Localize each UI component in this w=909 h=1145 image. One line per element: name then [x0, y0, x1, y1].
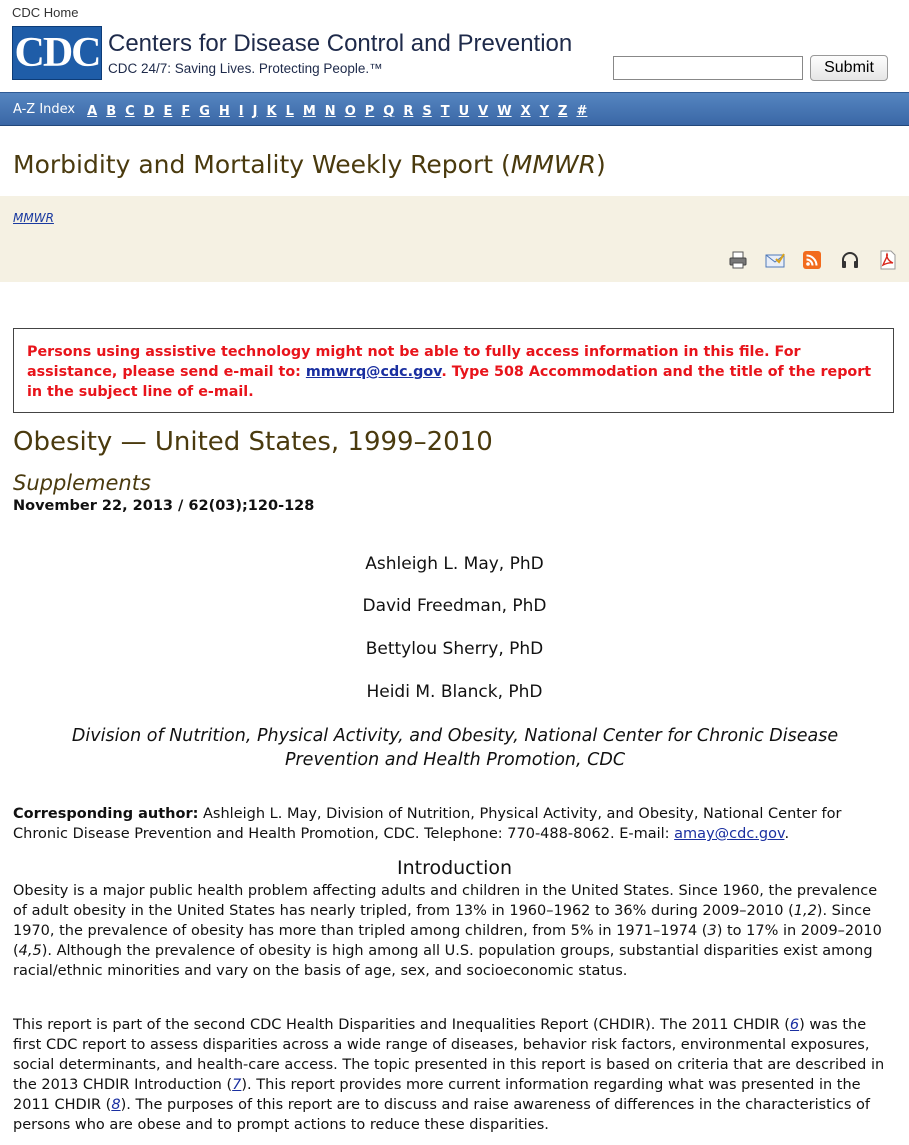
az-letter-link[interactable]: A: [87, 103, 98, 119]
az-letter-link[interactable]: V: [478, 103, 489, 119]
section-label: Supplements: [13, 471, 151, 495]
az-letter-link[interactable]: O: [344, 103, 356, 119]
reference-link[interactable]: 6: [789, 1017, 800, 1033]
az-letters: [87, 100, 596, 119]
az-letter-link[interactable]: R: [403, 103, 414, 119]
az-letter-link[interactable]: F: [181, 103, 191, 119]
author-name: Heidi M. Blanck, PhD: [366, 682, 543, 702]
author-name: Bettylou Sherry, PhD: [365, 639, 544, 659]
az-letter-link[interactable]: S: [422, 103, 432, 119]
author-name: David Freedman, PhD: [362, 596, 547, 616]
search-input[interactable]: [613, 56, 803, 80]
az-letter-link[interactable]: D: [143, 103, 155, 119]
az-letter-link[interactable]: G: [199, 103, 210, 119]
citation-ref: 1,2: [793, 903, 817, 919]
az-letter-link[interactable]: Y: [539, 103, 550, 119]
reference-link[interactable]: 7: [232, 1077, 242, 1093]
submit-button[interactable]: Submit: [810, 55, 888, 81]
az-letter-link[interactable]: X: [520, 103, 531, 119]
author-email-link[interactable]: amay@cdc.gov: [674, 826, 785, 842]
cdc-logo[interactable]: [12, 26, 102, 80]
author-name: Ashleigh L. May, PhD: [365, 554, 544, 574]
az-letter-link[interactable]: C: [125, 103, 135, 119]
az-letter-link[interactable]: N: [324, 103, 336, 119]
az-letter-link[interactable]: J: [252, 103, 258, 119]
accessibility-notice: Persons using assistive technology might not be able to fully access information in this file. For assistance, please send e-mail to: mmwrq@cdc.gov. Type 508 Accommodation and the title of the report in the subject line of e-mail.: [13, 328, 894, 413]
cdc-home-link[interactable]: CDC Home: [12, 5, 79, 20]
email-icon[interactable]: [765, 250, 785, 270]
az-letter-link[interactable]: U: [458, 103, 470, 119]
citation-ref: 3: [707, 923, 717, 939]
az-index-bar: [0, 92, 909, 126]
az-letter-link[interactable]: B: [106, 103, 117, 119]
article-title: Obesity — United States, 1999–2010: [13, 427, 493, 457]
page-title: Morbidity and Mortality Weekly Report (MMWR): [13, 150, 606, 179]
az-letter-link[interactable]: P: [364, 103, 375, 119]
author-affiliation: Division of Nutrition, Physical Activity, and Obesity, National Center for Chronic Disease Prevention and Health Promotion, CDC: [71, 726, 839, 770]
logo-text: CDC: [14, 30, 100, 76]
issue-citation: November 22, 2013 / 62(03);120-128: [13, 498, 315, 514]
az-letter-link[interactable]: T: [440, 103, 450, 119]
notice-email-link[interactable]: mmwrq@cdc.gov: [305, 364, 442, 380]
az-letter-link[interactable]: H: [218, 103, 230, 119]
az-letter-link[interactable]: #: [576, 103, 588, 119]
az-letter-link[interactable]: M: [302, 103, 316, 119]
podcast-icon[interactable]: [840, 250, 860, 270]
intro-paragraph: Obesity is a major public health problem affecting adults and children in the United States. Since 1960, the prevalence of adult obesity in the United States has nearly tripled, from 13% in 1960–1962 to 36% during 2009–2010 (1,2). Since 1970, the prevalence of obesity has more than tripled among children, from 5% in 1971–1974 (3) to 17% in 2009–2010 (4,5). Although the prevalence of obesity is high among all U.S. population groups, substantial disparities exist among racial/ethnic minorities and vary on the basis of age, sex, and socioeconomic status.: [13, 883, 882, 979]
az-letter-link[interactable]: E: [163, 103, 173, 119]
intro-paragraph: This report is part of the second CDC Health Disparities and Inequalities Report (CHDIR). The 2011 CHDIR (6) was the first CDC report to assess disparities across a wide range of diseases, behavior risk factors, environmental exposures, social determinants, and health-care access. The topic presented in this report is based on criteria that are described in the 2013 CHDIR Introduction (7). This report provides more current information regarding what was presented in the 2011 CHDIR (8). The purposes of this report are to discuss and raise awareness of differences in the characteristics of persons who are obese and to prompt actions to reduce these disparities.: [13, 1017, 885, 1133]
breadcrumb[interactable]: MMWR: [13, 211, 54, 225]
reference-link[interactable]: 8: [111, 1097, 121, 1113]
print-icon[interactable]: [728, 250, 748, 270]
corresponding-author: Corresponding author: Ashleigh L. May, Division of Nutrition, Physical Activity, and Obesity, National Center for Chronic Disease Prevention and Health Promotion, CDC. Telephone: 770-488-8062. E-mail: amay@cdc.gov.: [13, 806, 842, 842]
az-index-label: A-Z Index: [13, 101, 76, 117]
az-letter-link[interactable]: L: [285, 103, 294, 119]
pdf-icon[interactable]: [878, 250, 898, 270]
citation-ref: 4,5: [18, 943, 42, 959]
section-heading: Introduction: [396, 857, 513, 879]
az-letter-link[interactable]: Q: [383, 103, 395, 119]
rss-icon[interactable]: [802, 250, 822, 270]
org-name: Centers for Disease Control and Prevention: [108, 30, 573, 57]
az-letter-link[interactable]: W: [497, 103, 512, 119]
az-letter-link[interactable]: K: [266, 103, 277, 119]
org-tagline: CDC 24/7: Saving Lives. Protecting People.™: [108, 61, 383, 76]
az-letter-link[interactable]: I: [238, 103, 244, 119]
az-letter-link[interactable]: Z: [558, 103, 568, 119]
